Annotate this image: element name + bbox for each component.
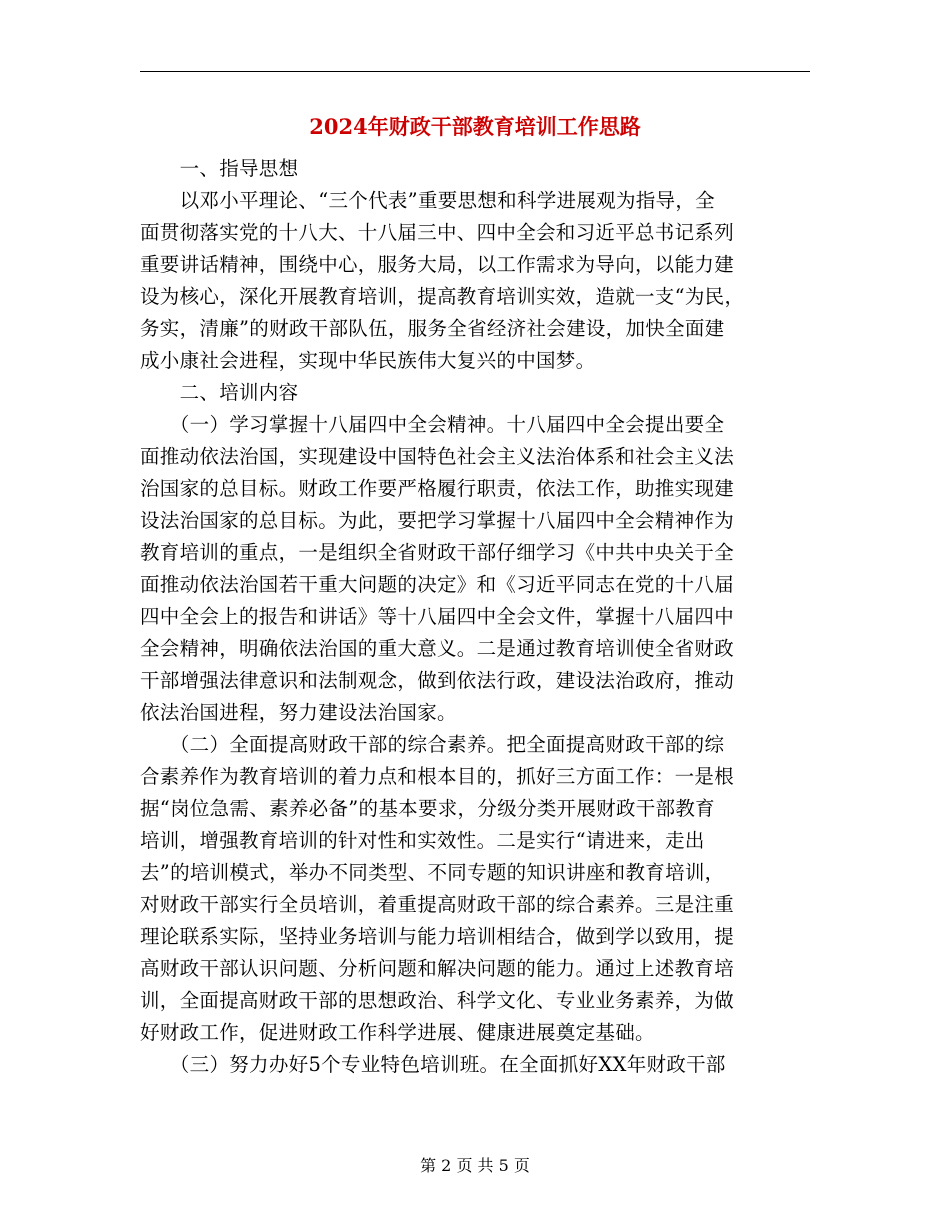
body-line: 理论联系实际，坚持业务培训与能力培训相结合，做到学以致用，提 xyxy=(140,925,735,948)
body-line: 面贯彻落实党的十八大、十八届三中、四中全会和习近平总书记系列 xyxy=(140,221,735,244)
page-footer: 第 2 页 共 5 页 xyxy=(420,1156,530,1175)
body-line: 好财政工作，促进财政工作科学进展、健康进展奠定基础。 xyxy=(140,1021,655,1044)
body-line: （三）努力办好5个专业特色培训班。在全面抓好XX年财政干部 xyxy=(140,1053,726,1076)
body-line: 四中全会上的报告和讲话》等十八届四中全会文件，掌握十八届四中 xyxy=(140,605,735,628)
body-line: 合素养作为教育培训的着力点和根本目的，抓好三方面工作：一是根 xyxy=(140,765,735,788)
body-line: 二、培训内容 xyxy=(140,381,299,404)
body-line: 设法治国家的总目标。为此，要把学习掌握十八届四中全会精神作为 xyxy=(140,509,735,532)
body-line: （一）学习掌握十八届四中全会精神。十八届四中全会提出要全 xyxy=(140,413,725,436)
document-body xyxy=(140,153,810,1081)
body-line: 面推动依法治国，实现建设中国特色社会主义法治体系和社会主义法 xyxy=(140,445,735,468)
body-line: 高财政干部认识问题、分析问题和解决问题的能力。通过上述教育培 xyxy=(140,957,735,980)
body-line: 训，全面提高财政干部的思想政治、科学文化、专业业务素养，为做 xyxy=(140,989,735,1012)
body-line: 据“岗位急需、素养必备”的基本要求，分级分类开展财政干部教育 xyxy=(140,797,715,820)
body-line: 干部增强法律意识和法制观念，做到依法行政，建设法治政府，推动 xyxy=(140,669,735,692)
body-line: 务实，清廉”的财政干部队伍，服务全省经济社会建设，加快全面建 xyxy=(140,317,725,340)
body-line: 治国家的总目标。财政工作要严格履行职责，依法工作，助推实现建 xyxy=(140,477,735,500)
header-rule xyxy=(140,71,810,72)
body-line: 面推动依法治国若干重大问题的决定》和《习近平同志在党的十八届 xyxy=(140,573,735,596)
body-line: 一、指导思想 xyxy=(140,157,299,180)
body-line: 成小康社会进程，实现中华民族伟大复兴的中国梦。 xyxy=(140,349,596,372)
body-line: 设为核心，深化开展教育培训，提高教育培训实效，造就一支“为民， xyxy=(140,285,745,308)
body-line: 培训，增强教育培训的针对性和实效性。二是实行“请进来，走出 xyxy=(140,829,705,852)
body-line: 依法治国进程，努力建设法治国家。 xyxy=(140,701,457,724)
body-line: 教育培训的重点，一是组织全省财政干部仔细学习《中共中央关于全 xyxy=(140,541,735,564)
body-line: 重要讲话精神，围绕中心，服务大局，以工作需求为导向，以能力建 xyxy=(140,253,735,276)
body-line: 全会精神，明确依法治国的重大意义。二是通过教育培训使全省财政 xyxy=(140,637,735,660)
body-line: （二）全面提高财政干部的综合素养。把全面提高财政干部的综 xyxy=(140,733,725,756)
body-line: 对财政干部实行全员培训，着重提高财政干部的综合素养。三是注重 xyxy=(140,893,735,916)
body-line: 以邓小平理论、“三个代表”重要思想和科学进展观为指导，全 xyxy=(140,189,715,212)
document-title: 2024年财政干部教育培训工作思路 xyxy=(309,114,641,139)
body-line: 去”的培训模式，举办不同类型、不同专题的知识讲座和教育培训， xyxy=(140,861,725,884)
